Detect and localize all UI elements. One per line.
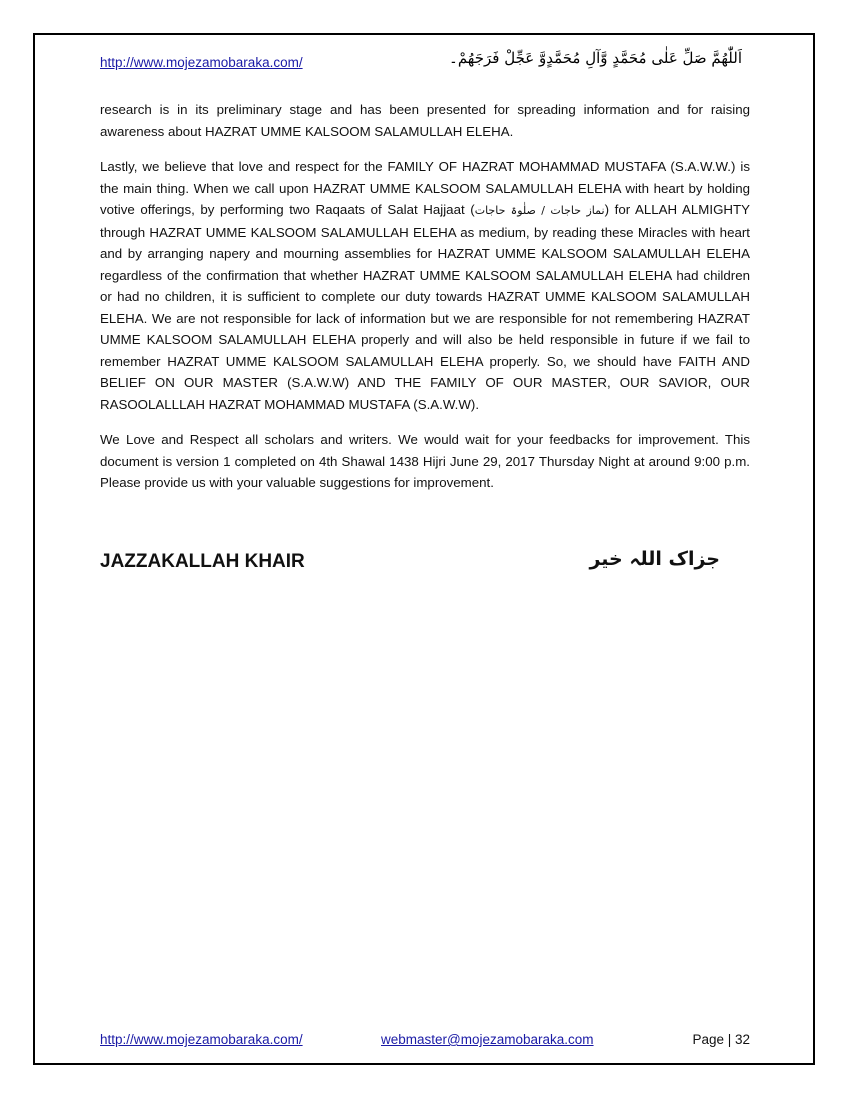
paragraph-intro: research is in its preliminary stage and has been presented for spreading information and for raising awareness about HAZRAT UMME KALSOOM SALAMULLAH ELEHA. — [100, 102, 750, 139]
page-body — [100, 99, 750, 508]
header-url-link[interactable]: http://www.mojezamobaraka.com/ — [100, 55, 303, 70]
footer-email-link[interactable]: webmaster@mojezamobaraka.com — [381, 1032, 594, 1047]
salat-hajjaat-urdu: نماز حاجات / صلٰوۃ حاجات — [474, 204, 605, 217]
page-number: Page | 32 — [692, 1032, 750, 1047]
closing-urdu: جزاک اللہ خیر — [589, 548, 720, 570]
paragraph-feedback: We Love and Respect all scholars and writers. We would wait for your feedbacks for improvement. This document is version 1 completed on 4th Shawal 1438 Hijri June 29, 2017 Thursday Night at around 9:00 p.m. Please provide us with your valuable suggestions for improvement. — [100, 432, 750, 490]
footer-url-link[interactable]: http://www.mojezamobaraka.com/ — [100, 1032, 303, 1047]
closing-english: JAZZAKALLAH KHAIR — [100, 551, 305, 572]
paragraph-lastly-part1: Lastly, we believe that love and respect for the FAMILY OF HAZRAT MOHAMMAD MUSTAFA (S.A.W.W.) is the main thing. When we call upon HAZRAT UMME KALSOOM SALAMULLAH ELEHA with heart by holding votive offerings, by performing two Raqaats of Salat Hajjaat ( — [100, 159, 750, 217]
header-salawat: اَللّٰهُمَّ صَلِّ عَلٰی مُحَمَّدٍ وَّآلِ مُحَمَّدٍوَّ عَجِّلْ فَرَجَهُمْ۔ — [449, 49, 742, 67]
paragraph-lastly — [100, 156, 750, 415]
paragraph-lastly-part2: ) for ALLAH ALMIGHTY through HAZRAT UMME KALSOOM SALAMULLAH ELEHA as medium, by reading these Miracles with heart and by arranging napery and mourning assemblies for HAZRAT UMME KALSOOM SALAMULLAH ELEHA regardless of the confirmation that whether HAZRAT UMME KALSOOM SALAMULLAH ELEHA had children or had no children, it is sufficient to complete our duty towards HAZRAT UMME KALSOOM SALAMULLAH ELEHA. We are not responsible for lack of information but we are responsible for not remembering HAZRAT UMME KALSOOM SALAMULLAH ELEHA properly and will also be held responsible in future if we fail to remember HAZRAT UMME KALSOOM SALAMULLAH ELEHA properly. So, we should have FAITH AND BELIEF ON OUR MASTER (S.A.W.W) AND THE FAMILY OF OUR MASTER, OUR SAVIOR, OUR RASOOLALLLAH HAZRAT MOHAMMAD MUSTAFA (S.A.W.W). — [100, 202, 751, 412]
